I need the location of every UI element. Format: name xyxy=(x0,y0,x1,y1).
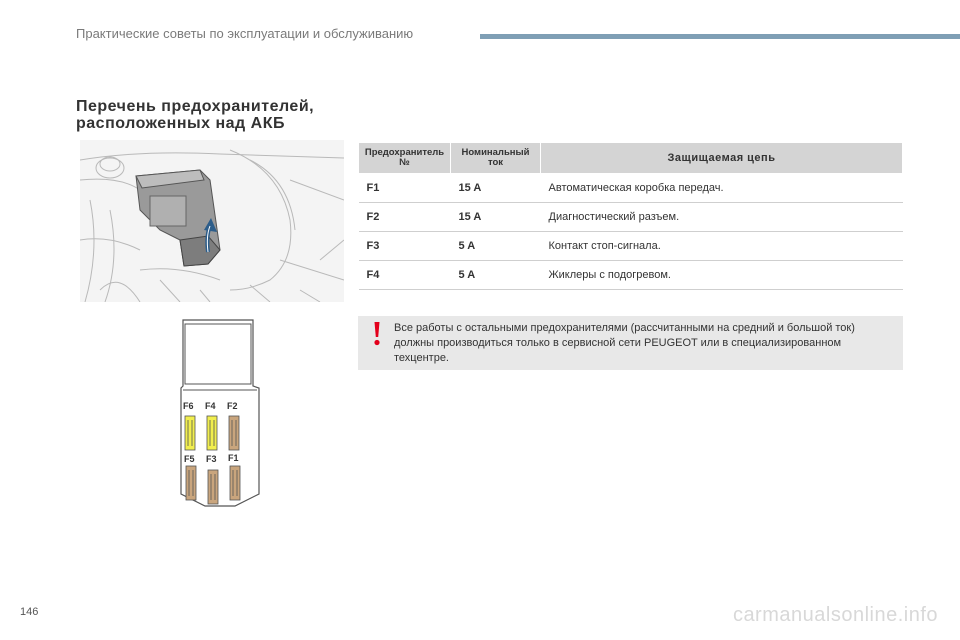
fuse-table-header xyxy=(359,143,903,174)
engine-bay-photo xyxy=(80,140,344,302)
table-row xyxy=(359,232,903,261)
fuse-number: F3 xyxy=(359,232,451,261)
fuse-label-f5: F5 xyxy=(184,454,195,464)
fuse-f5 xyxy=(186,466,196,500)
protected-circuit: Жиклеры с подогревом. xyxy=(541,261,903,290)
rated-current: 5 A xyxy=(451,232,541,261)
header-bar xyxy=(480,34,960,39)
header-protected-circuit: Защищаемая цепь xyxy=(541,143,903,174)
protected-circuit: Контакт стоп-сигнала. xyxy=(541,232,903,261)
warning-note-text: Все работы с остальными предохранителями (рассчитанными на средний и большой ток) должны производиться только в сервисной сети PEUGEOT или в специализированном техцентре. xyxy=(394,322,855,364)
fuse-label-f2: F2 xyxy=(227,401,238,411)
fuse-f4 xyxy=(207,416,217,450)
section-title-line1: Перечень предохранителей, xyxy=(76,98,315,115)
exclamation-icon xyxy=(374,322,380,346)
header-fuse-number: Предохранитель № xyxy=(359,143,451,174)
section-title xyxy=(76,98,314,132)
table-row xyxy=(359,203,903,232)
warning-note xyxy=(358,316,903,370)
fuse-label-f4: F4 xyxy=(205,401,216,411)
watermark: carmanualsonline.info xyxy=(732,604,938,626)
section-title-line2: расположенных над АКБ xyxy=(76,115,285,132)
header-rated-current: Номинальный ток xyxy=(451,143,541,174)
protected-circuit: Диагностический разъем. xyxy=(541,203,903,232)
running-header: Практические советы по эксплуатации и обслуживанию xyxy=(76,26,414,41)
fuse-box-diagram xyxy=(175,316,265,521)
fuse-table xyxy=(358,142,903,290)
fuse-label-f1: F1 xyxy=(228,453,239,463)
page-number: 146 xyxy=(20,606,39,618)
fuse-label-f3: F3 xyxy=(206,454,217,464)
table-row xyxy=(359,174,903,203)
protected-circuit: Автоматическая коробка передач. xyxy=(541,174,903,203)
fuse-f3 xyxy=(208,470,218,504)
fuse-number: F4 xyxy=(359,261,451,290)
fuse-f2 xyxy=(229,416,239,450)
fuse-f1 xyxy=(230,466,240,500)
fuse-number: F2 xyxy=(359,203,451,232)
rated-current: 5 A xyxy=(451,261,541,290)
rated-current: 15 A xyxy=(451,174,541,203)
fuse-label-f6: F6 xyxy=(183,401,194,411)
rated-current: 15 A xyxy=(451,203,541,232)
fuse-f6 xyxy=(185,416,195,450)
table-row xyxy=(359,261,903,290)
fuse-number: F1 xyxy=(359,174,451,203)
